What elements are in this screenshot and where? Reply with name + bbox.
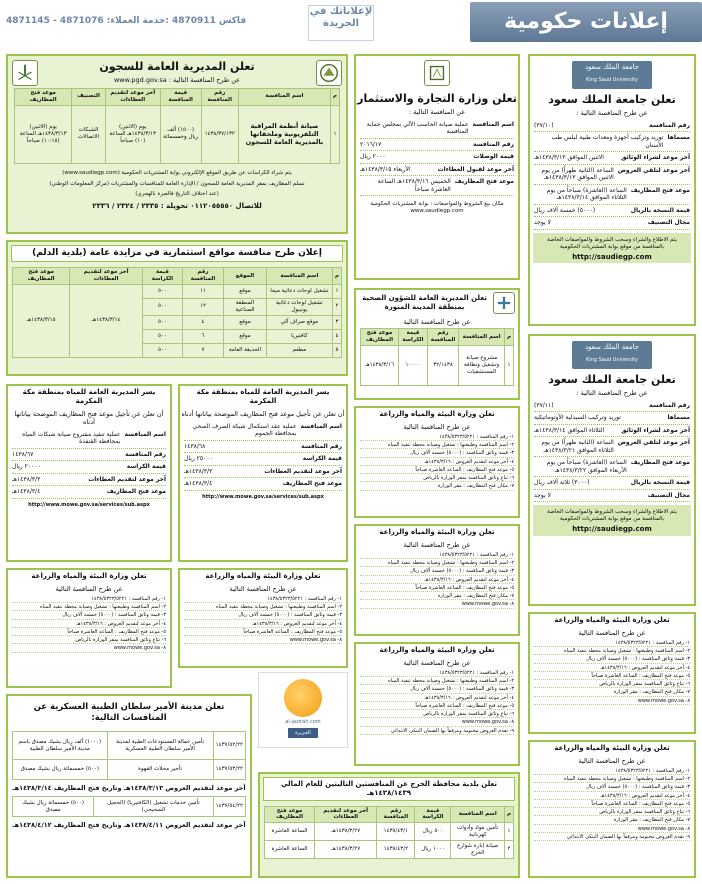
env-title: تعلن وزارة البيئة والمياه والزراعة	[379, 528, 495, 536]
cell: الساعة العاشرة	[265, 841, 315, 859]
psmmc-title: تعلن مدينة الأمير سلطان الطبية العسكرية عن المنافسات التالية:	[33, 702, 225, 723]
cell: ١	[332, 285, 341, 299]
cell: ١٤٣٧/٥٤/٢٢	[213, 797, 245, 817]
th: م	[332, 268, 341, 285]
water2-row: آخر موعد لتقديم العطاءات ١٤٣٨/٣/٣هـ	[184, 466, 342, 479]
ksu-logo: جامعة الملك سعود King Saud University	[572, 341, 652, 369]
th: رقم المنافسة	[201, 88, 238, 105]
env-line: ٧- مكان فتح المظاريف : مقر الوزارة	[360, 483, 514, 490]
cell: ١٤٣٧/٥٣/٢٢	[213, 760, 245, 780]
ad-ksu-2	[528, 334, 696, 606]
env-line: ٥- موعد فتح المظاريف : الساعة العاشرة صباحاً	[360, 585, 514, 592]
th: الموقع	[224, 268, 267, 285]
commerce-title: تعلن وزارة التجارة والاستثمار	[357, 92, 517, 105]
cell: ١٠٠٠ ريال	[415, 841, 451, 859]
env-title: تعلن وزارة البيئة والمياه والزراعة	[554, 744, 670, 752]
th: التصنيف	[72, 88, 105, 105]
cell: تأجير محلات القهوة	[107, 760, 213, 780]
env-line: ٤- آخر موعد لتقديم العروض : ١٤٣٨/٣/١٦هـ	[360, 459, 514, 466]
ksu2-link[interactable]: http://saudiegp.com	[572, 525, 652, 534]
orange-icon	[284, 679, 322, 717]
env-line: ٤- آخر موعد لتقديم العروض : ١٤٣٨/٣/١٦هـ	[534, 793, 690, 800]
env-line: ١- رقم المنافسة : ١٤٣٨/٥٣٢٣/٥٢٢١	[360, 670, 514, 677]
psmmc-deadline-2: آخر موعد لتقديم العروض ١٤٣٨/٤/١١هـ وتاريخ فتح المظاريف ١٤٣٨/٤/١٢هـ	[12, 821, 246, 830]
cell: ١٤٣٨/٣/١٤هـ	[70, 285, 143, 358]
env-title: تعلن وزارة البيئة والمياه والزراعة	[554, 616, 670, 624]
th: قيمة المنافسة	[160, 88, 201, 105]
ad-env-2	[354, 524, 520, 636]
env-line: ١- رقم المنافسة : ١٤٣٨/٥٣٢٣/٥٢٢١	[360, 552, 514, 559]
ksu2-row: قيمة النسخة بالريال (٣٠٠٠) ثلاثة آلاف ريال	[534, 477, 690, 490]
env-line: ٢- اسم المنافسة وطبيعتها : تشغيل وصيانة محطة تنقية المياه	[534, 776, 690, 783]
cell: ٢	[504, 841, 513, 859]
ad-psmmc	[6, 694, 252, 878]
cell: كافتيريا	[266, 329, 332, 343]
env-subtitle: عن طرح المنافسة التالية	[55, 584, 123, 593]
th: رقم المنافسة	[377, 806, 415, 823]
th: موعد فتح المظاريف	[15, 88, 72, 105]
env-title: تعلن وزارة البيئة والمياه والزراعة	[379, 646, 495, 654]
env-line: ٦- تباع وثائق المنافسة بمقر الوزارة بالرياض	[360, 711, 514, 718]
commerce-row: رقم المنافسة ٢٠١٦/١٧	[360, 139, 514, 152]
cell: ٥	[332, 343, 341, 357]
ksu2-row: موعد فتح المظاريف الساعة (العاشرة) صباحاً من يوم الأربعاء الموافق ١٤٣٨/٣/٢٢هـ	[534, 457, 690, 477]
water2-title: يسر المديرية العامة للمياه بمنطقة مكة المكرمة	[196, 388, 330, 405]
th: قيمة الكراسة	[399, 329, 428, 346]
ad-kharj	[258, 772, 520, 878]
water1-row: رقم المنافسة ١٤٣٨/٦٧	[12, 449, 166, 462]
env-title: تعلن وزارة البيئة والمياه والزراعة	[31, 572, 147, 580]
prisons-note-2: تسلم المظاريف بمقر المديرية العامة للسجون / الإدارة العامة للمنافسات والمشتريات (مركز المعلومات الوطني)	[49, 180, 305, 187]
th: م	[330, 88, 339, 105]
prisons-emblem-icon	[316, 60, 342, 86]
ad-dalam	[6, 240, 348, 376]
ksu1-note: يتم الاطلاع والشراء وسحب الشروط والمواصفات الخاصة بالمنافسة من موقع بوابة المشتريات الحكومية	[547, 236, 677, 250]
env-line: ٨- www.mowe.gov.sa	[360, 601, 514, 608]
env-line: ٢- اسم المنافسة وطبيعتها : تشغيل وصيانة محطة تنقية المياه	[184, 604, 342, 611]
env-line: ٢- اسم المنافسة وطبيعتها : تشغيل وصيانة محطة تنقية المياه	[12, 604, 166, 611]
cell: ٤	[182, 315, 223, 329]
cell: الشبكات الاتصالات	[72, 105, 105, 163]
cell: ١١	[182, 285, 223, 299]
cell: ١٤٣٨/٤٣/٢	[377, 841, 415, 859]
commerce-subtitle: عن المنافسة التالية :	[408, 107, 466, 116]
ksu1-row: آخر موعد لشراء الوثائق الاثنين الموافق ١٤٣٨/٣/١٣هـ	[534, 152, 690, 165]
ksu2-row: مجال التصنيف لا يوجد	[534, 490, 690, 503]
env-line: ٥- موعد فتح المظاريف : الساعة العاشرة صباحاً	[534, 673, 690, 680]
cell: تأمين مواد وأدوات كهربائية	[451, 823, 505, 841]
env-line: ٨- www.mowe.gov.sa	[12, 645, 166, 652]
prisons-table	[14, 88, 340, 164]
commerce-note: مكان بيع الشروط والمواصفات : بوابة المشتريات الحكومية www.saudiegp.com	[370, 201, 504, 215]
cell: ١	[504, 345, 513, 385]
env-title: تعلن وزارة البيئة والمياه والزراعة	[379, 410, 495, 418]
water1-row: قيمة الكراسة ٢٠٠٠٠ ريال	[12, 461, 166, 474]
env-subtitle: عن طرح المنافسة التالية	[403, 540, 471, 549]
env-line: ٦- تباع وثائق المنافسة بمقر الوزارة بالرياض	[534, 809, 690, 816]
th: رقم المنافسة	[182, 268, 223, 285]
water2-subtitle: أن تعلن عن تأجيل موعد فتح المظاريف الموضحة بياناتها أدناه	[181, 409, 345, 418]
psmmc-deadline-1: آخر موعد لتقديم العروض ١٤٣٨/٣/١٣هـ وتاريخ فتح المظاريف ١٤٣٨/٣/١٤هـ	[12, 784, 246, 793]
env-line: ٣- قيمة وثائق المنافسة : (٥٠٠٠) خمسة آلاف ريال	[534, 656, 690, 663]
ad-env-6	[528, 612, 696, 734]
ksu2-row: آخر موعد لتلقي العروض الساعة (الثانية ظهراً) من يوم الثلاثاء الموافق ١٤٣٨/٣/٢١هـ	[534, 437, 690, 457]
ksu1-row: رقم المنافسة (٣٧/١٠)	[534, 120, 690, 133]
ad-env-7	[528, 740, 696, 878]
env-line: ٥- موعد فتح المظاريف : الساعة العاشرة صباحاً	[184, 629, 342, 636]
cell: (٥٠٠) خمسمائة ريال بشيك مصدق	[13, 797, 94, 817]
cell: ٧	[182, 343, 223, 357]
cell: ١٠٠٠٠	[399, 345, 428, 385]
cell: ١٤٣٨/٣/٢٧هـ	[315, 823, 377, 841]
water2-link[interactable]: http://www.mowe.gov.sa/services/sub.aspx	[202, 493, 324, 500]
th: قيمة الكراسة	[415, 806, 451, 823]
ksu1-row: قيمة النسخة بالريال (٥٠٠٠) خمسة آلاف ريال	[534, 205, 690, 218]
commerce-row: اسم المنافسة عملية صيانة الحاسب الآلي بمجلس حماية المنافسة	[360, 119, 514, 139]
commerce-emblem-icon	[424, 60, 450, 86]
ksu2-row: آخر موعد لشراء الوثائق الثلاثاء الموافق ١٤٣٨/٣/١٤هـ	[534, 425, 690, 438]
cell: ٥٠٠	[143, 285, 183, 299]
water1-subtitle: أن تعلن عن تأجيل موعد فتح المظاريف الموضحة بياناتها أدناه	[14, 409, 164, 426]
cell: ١٤٣٧/٥٢/٢٢	[213, 732, 245, 760]
cell: (١٥٠٠) ألف ريال وخمسمائة	[160, 105, 201, 163]
advert-brand: الجزيرة	[288, 728, 318, 738]
prisons-subtitle: عن طرح المنافسة التالية : www.pgd.gov.sa	[113, 75, 241, 84]
cell: ٣	[332, 315, 341, 329]
water2-row: قيمة الكراسة ٢٥٠٠٠ ريال	[184, 453, 342, 466]
env-line: ٥- موعد فتح المظاريف : الساعة العاشرة صباحاً	[534, 801, 690, 808]
psmmc-table	[12, 731, 246, 780]
ad-water-makkah-1	[6, 384, 172, 562]
prisons-note-1: يتم شراء الكراسات عن طريق الموقع الإلكتروني بوابة المشتريات الحكومية (www.saudiegp.com)	[62, 169, 292, 176]
cell: ١٢	[182, 299, 223, 316]
env-line: ٦- تباع وثائق المنافسة بمقر الوزارة بالرياض	[360, 475, 514, 482]
env-line: ٤- آخر موعد لتقديم العروض : ١٤٣٨/٣/١٦هـ	[360, 695, 514, 702]
env-line: ١- رقم المنافسة : ١٤٣٨/٥٣٢٣/٥٢٢١	[360, 434, 514, 441]
th: اسم المنافسة	[451, 806, 505, 823]
ksu1-title: تعلن جامعة الملك سعود	[548, 93, 676, 106]
env-line: ٢- اسم المنافسة وطبيعتها : تشغيل وصيانة محطة تنقية المياه	[360, 560, 514, 567]
kharj-table	[264, 806, 514, 860]
dalam-table	[12, 267, 342, 358]
env-line: ٨- www.mowe.gov.sa	[534, 698, 690, 705]
page-title: إعلانات حكومية	[470, 2, 702, 42]
page-header	[0, 0, 702, 46]
water2-row: رقم المنافسة ١٤٣٨/٦٨	[184, 441, 342, 454]
ksu2-title: تعلن جامعة الملك سعود	[548, 373, 676, 386]
ksu1-row: مجال التصنيف لا يوجد	[534, 217, 690, 230]
psmmc-table-2	[12, 796, 246, 817]
commerce-row: موعد فتح المظاريف الخميس ١٤٣٨/٣/١٦هـ الساعة العاشرة صباحاً	[360, 176, 514, 196]
ad-prisons	[6, 54, 348, 234]
cell: موقع	[224, 285, 267, 299]
cell: ٦	[182, 329, 223, 343]
env-line: ٦- تباع وثائق المنافسة بمقر الوزارة بالرياض	[534, 681, 690, 688]
cell: ١	[504, 823, 513, 841]
ksu2-subtitle: عن طرح المنافسة التالية :	[576, 388, 648, 397]
cell: تأمين خدمات تشغيل (الكافتيريا) (الحجيل السحيحي)	[94, 797, 213, 817]
cell: صيانة إنارة شوارع الخرج	[451, 841, 505, 859]
env-line: ٨- www.mowe.gov.sa	[534, 826, 690, 833]
env-line: ٨- www.mowe.gov.sa	[184, 637, 342, 644]
ad-health-madinah	[354, 288, 520, 400]
cell: ٤	[332, 329, 341, 343]
health-subtitle: عن طرح المنافسة التالية	[403, 318, 471, 326]
ksu2-row: مسماها توريد وتركيب السيدلية الأوتوماتيكية	[534, 412, 690, 425]
cell: ١٤٣٨/٤٣/١	[377, 823, 415, 841]
water1-row: موعد فتح المظاريف ١٤٣٨/٣/٤هـ	[12, 486, 166, 499]
prisons-title: تعلن المديرية العامة للسجون	[99, 60, 255, 73]
env-line: ٦- تباع وثائق المنافسة بمقر الوزارة بالرياض	[12, 637, 166, 644]
cell: يوم (الاثنين) ١٤٣٨/٣/١٣هـ الساعة (١٠:١٥) صباحاً	[15, 105, 72, 163]
cell: ١٤٣٨/٣/١٦هـ	[361, 345, 399, 385]
cell: ٥٠٠ ريال	[415, 823, 451, 841]
th: اسم المنافسة	[238, 88, 330, 105]
env-subtitle: عن طرح المنافسة التالية	[578, 628, 646, 637]
health-title: تعلن المديرية العامة للشؤون الصحية بمنطقة المدينة المنورة	[362, 294, 487, 311]
prisons-contact: للاتصال ٠١١٢٠٥٥٥٥٠ تحويلة : ٢٣٣٥ / ٢٣٢٤ / ٢٣٣٦	[92, 202, 262, 211]
cell: موقع	[224, 315, 267, 329]
health-logo-icon	[493, 292, 515, 314]
ksu1-link[interactable]: http://saudiegp.com	[572, 252, 652, 261]
cell: ٥٠٠	[143, 329, 183, 343]
env-line: ٧- مكان فتح المظاريف : مقر الوزارة	[534, 689, 690, 696]
advert-url[interactable]: al-jazirah.com	[285, 719, 321, 725]
cell: موقع	[224, 329, 267, 343]
water1-link[interactable]: http://www.mowe.gov.sa/services/sub.aspx	[28, 501, 150, 508]
env-line: ٥- موعد فتح المظاريف : الساعة العاشرة صباحاً	[360, 703, 514, 710]
cell: (١٠٠٠) ألف ريال بشيك مصدق باسم مدينة الأمير سلطان الطبية	[13, 732, 108, 760]
env-line: ٤- آخر موعد لتقديم العروض : ١٤٣٨/٣/١٦هـ	[534, 665, 690, 672]
th: اسم المنافسة	[266, 268, 332, 285]
cell: ١٤٣٨/٣/٢٧هـ	[315, 841, 377, 859]
water1-row: اسم المنافسة عملية تنفيذ مشروع صيانة شبكات المياه بمحافظة القنفذة	[12, 429, 166, 449]
cell: ١٤٣٨/٣/١٥هـ	[13, 285, 70, 358]
th: م	[504, 329, 513, 346]
cell: (٥٠٠) خمسمائة ريال بشيك مصدق	[13, 760, 108, 780]
th: رقم المنافسة	[427, 329, 459, 346]
env-line: ٣- قيمة وثائق المنافسة : (٥٠٠٠) خمسة آلاف ريال	[534, 784, 690, 791]
commerce-row: آخر موعد لقبول العطاءات الأربعاء ١٤٣٨/٣/١٥هـ	[360, 164, 514, 177]
th: قيمة الكراسة	[143, 268, 183, 285]
cell: ١٤٣٨/٣٧/١٣٢	[201, 105, 238, 163]
th: م	[504, 806, 513, 823]
env-line: ٧- مكان فتح المظاريف : مقر الوزارة	[360, 593, 514, 600]
water2-row: موعد فتح المظاريف ١٤٣٨/٣/٤هـ	[184, 478, 342, 491]
th: اسم المنافسة	[459, 329, 505, 346]
env-line: ٣- قيمة وثائق المنافسة : (٥٠٠٠) خمسة آلاف ريال	[360, 568, 514, 575]
ad-env-1	[354, 406, 520, 518]
cell: ١	[330, 105, 339, 163]
ksu2-note: يتم الاطلاع والشراء وسحب الشروط والمواصفات الخاصة بالمنافسة من موقع بوابة المشتريات الحكومية	[547, 509, 677, 523]
dalam-title: إعلان طرح منافسة مواقع استثمارية في مزايدة عامة (بلدية الدلم)	[11, 245, 343, 262]
env-line: ١- رقم المنافسة : ١٤٣٨/٥٣٢٣/٥٢٢١	[534, 768, 690, 775]
env-line: ٢- اسم المنافسة وطبيعتها : تشغيل وصيانة محطة تنقية المياه	[360, 678, 514, 685]
prisons-note-3: (عند اختلاف التاريخ فالعبرة بالهجري)	[135, 191, 219, 198]
ksu1-row: مسماها توريد وتركيب أجهزة ومعدات طبية لبلس طب الأسنان	[534, 132, 690, 152]
contact-phones: 4871145 - 4871076 :فاكس 4870911 :خدمة العملاء	[6, 16, 247, 26]
env-subtitle: عن طرح المنافسة التالية	[403, 658, 471, 667]
water1-title: يسر المديرية العامة للمياه بمنطقة مكة المكرمة	[22, 388, 156, 405]
cell: الحديقة العامة	[224, 343, 267, 357]
th: آخر موعد لتقديم العطاءات	[105, 88, 160, 105]
saudi-emblem-icon	[12, 60, 38, 86]
health-table	[360, 328, 514, 386]
ad-env-5	[178, 568, 348, 668]
env-line: ١- رقم المنافسة : ١٤٣٨/٥٣٢٣/٥٢٢١	[12, 596, 166, 603]
ksu2-row: رقم المنافسة (٣٧/١١)	[534, 400, 690, 413]
water1-row: آخر موعد لتقديم العطاءات ١٤٣٨/٣/٣هـ	[12, 474, 166, 487]
cell: تشغيل لوحات دعائية ميجا	[266, 285, 332, 299]
env-line: ٨- www.mowe.gov.sa	[360, 719, 514, 726]
env-line: ٩- تقدم العروض مختومة ومرفقاً بها الضمان البنكي الابتدائي	[360, 728, 514, 735]
th: موعد فتح المظاريف	[361, 329, 399, 346]
th: آخر موعد لتقديم العطاءات	[315, 806, 377, 823]
cell: تأمين عمالة المستودعات الطبية لمدينة الأمير سلطان الطبية العسكرية	[107, 732, 213, 760]
env-subtitle: عن طرح المنافسة التالية	[229, 584, 297, 593]
ksu-logo: جامعة الملك سعود King Saud University	[572, 61, 652, 89]
water2-row: اسم المنافسة عملية عقد استكمال شبكة الصرف الصحي بمحافظة الجموم	[184, 421, 342, 441]
ad-water-makkah-2	[178, 384, 348, 562]
ksu1-row: آخر موعد لتلقي العروض الساعة (الثانية ظهراً) من يوم الاثنين الموافق ١٤٣٨/٣/١٣هـ	[534, 165, 690, 185]
ads-logo: لإعلاناتك في الجريدة	[308, 5, 374, 41]
env-line: ٥- موعد فتح المظاريف : الساعة العاشرة صباحاً	[360, 467, 514, 474]
kharj-title: تعلن بلدية محافظة الخرج عن المنافستين التاليتين للعام المالي ١٤٣٨/١٤٣٩هـ	[263, 777, 515, 801]
commerce-row: قيمة الوصلات ٢٠٠٠ ريال	[360, 151, 514, 164]
th: موعد فتح المظاريف	[265, 806, 315, 823]
ksu1-row: موعد فتح المظاريف الساعة (العاشرة) صباحاً من يوم الثلاثاء الموافق ١٤٣٨/٣/١٤هـ	[534, 185, 690, 205]
cell: ٥٠٠	[143, 343, 183, 357]
cell: المنطقة الصناعية	[224, 299, 267, 316]
env-subtitle: عن طرح المنافسة التالية	[578, 756, 646, 765]
env-line: ١- رقم المنافسة : ١٤٣٨/٥٣٢٣/٥٢٢١	[184, 596, 342, 603]
env-line: ٣- قيمة وثائق المنافسة : (٥٠٠٠) خمسة آلاف ريال	[360, 450, 514, 457]
env-line: ١- رقم المنافسة : ١٤٣٨/٥٣٢٣/٥٢٢١	[534, 640, 690, 647]
cell: مشروع صيانة وتشغيل ونظافة المستشفيات	[459, 345, 505, 385]
cell: مطعم	[266, 343, 332, 357]
env-title: تعلن وزارة البيئة والمياه والزراعة	[205, 572, 321, 580]
env-subtitle: عن طرح المنافسة التالية	[403, 422, 471, 431]
cell: يوم (الاثنين) ١٤٣٨/٣/١٣هـ الساعة (١٠) صباحاً	[105, 105, 160, 163]
cell: صيانة أنظمة المراقبة التلفزيونية وملحقاتها بالمديرية العامة للسجون	[238, 105, 330, 163]
cell: ٥٠٠	[143, 315, 183, 329]
env-line: ٣- قيمة وثائق المنافسة : (٥٠٠٠) خمسة آلاف ريال	[360, 686, 514, 693]
env-line: ٤- آخر موعد لتقديم العروض : ١٤٣٨/٣/١٦هـ	[360, 577, 514, 584]
cell: الساعة العاشرة	[265, 823, 315, 841]
ad-commerce	[354, 54, 520, 280]
env-line: ٢- اسم المنافسة وطبيعتها : تشغيل وصيانة محطة تنقية المياه	[360, 442, 514, 449]
ad-env-4	[6, 568, 172, 688]
th: موعد فتح المظاريف	[13, 268, 70, 285]
env-line: ٧- مكان فتح المظاريف : مقر الوزارة	[534, 817, 690, 824]
env-line: ٣- قيمة وثائق المنافسة : (٥٠٠٠) خمسة آلاف ريال	[184, 612, 342, 619]
ad-ksu-1	[528, 54, 696, 326]
ad-env-3	[354, 642, 520, 766]
cell: تشغيل لوحات دعائية يونيبول	[266, 299, 332, 316]
cell: ٢	[332, 299, 341, 316]
env-line: ٥- موعد فتح المظاريف : الساعة العاشرة صباحاً	[12, 629, 166, 636]
env-line: ٣- قيمة وثائق المنافسة : (٥٠٠٠) خمسة آلاف ريال	[12, 612, 166, 619]
newspaper-advert	[258, 672, 348, 748]
cell: موقع صراف آلي	[266, 315, 332, 329]
env-line: ٩- تقدم العروض مختومة ومرفقاً بها الضمان البنكي الابتدائي	[534, 834, 690, 841]
th: آخر موعد لتقديم العطاءات	[70, 268, 143, 285]
env-line: ٢- اسم المنافسة وطبيعتها : تشغيل وصيانة محطة تنقية المياه	[534, 648, 690, 655]
cell: ٣٢/١٤٣٨	[427, 345, 459, 385]
cell: ٥٠٠	[143, 299, 183, 316]
env-line: ٤- آخر موعد لتقديم العروض : ١٤٣٨/٣/١٦هـ	[12, 621, 166, 628]
env-line: ٤- آخر موعد لتقديم العروض : ١٤٣٨/٣/١٦هـ	[184, 621, 342, 628]
ksu1-subtitle: عن طرح المنافسة التالية :	[576, 108, 648, 117]
